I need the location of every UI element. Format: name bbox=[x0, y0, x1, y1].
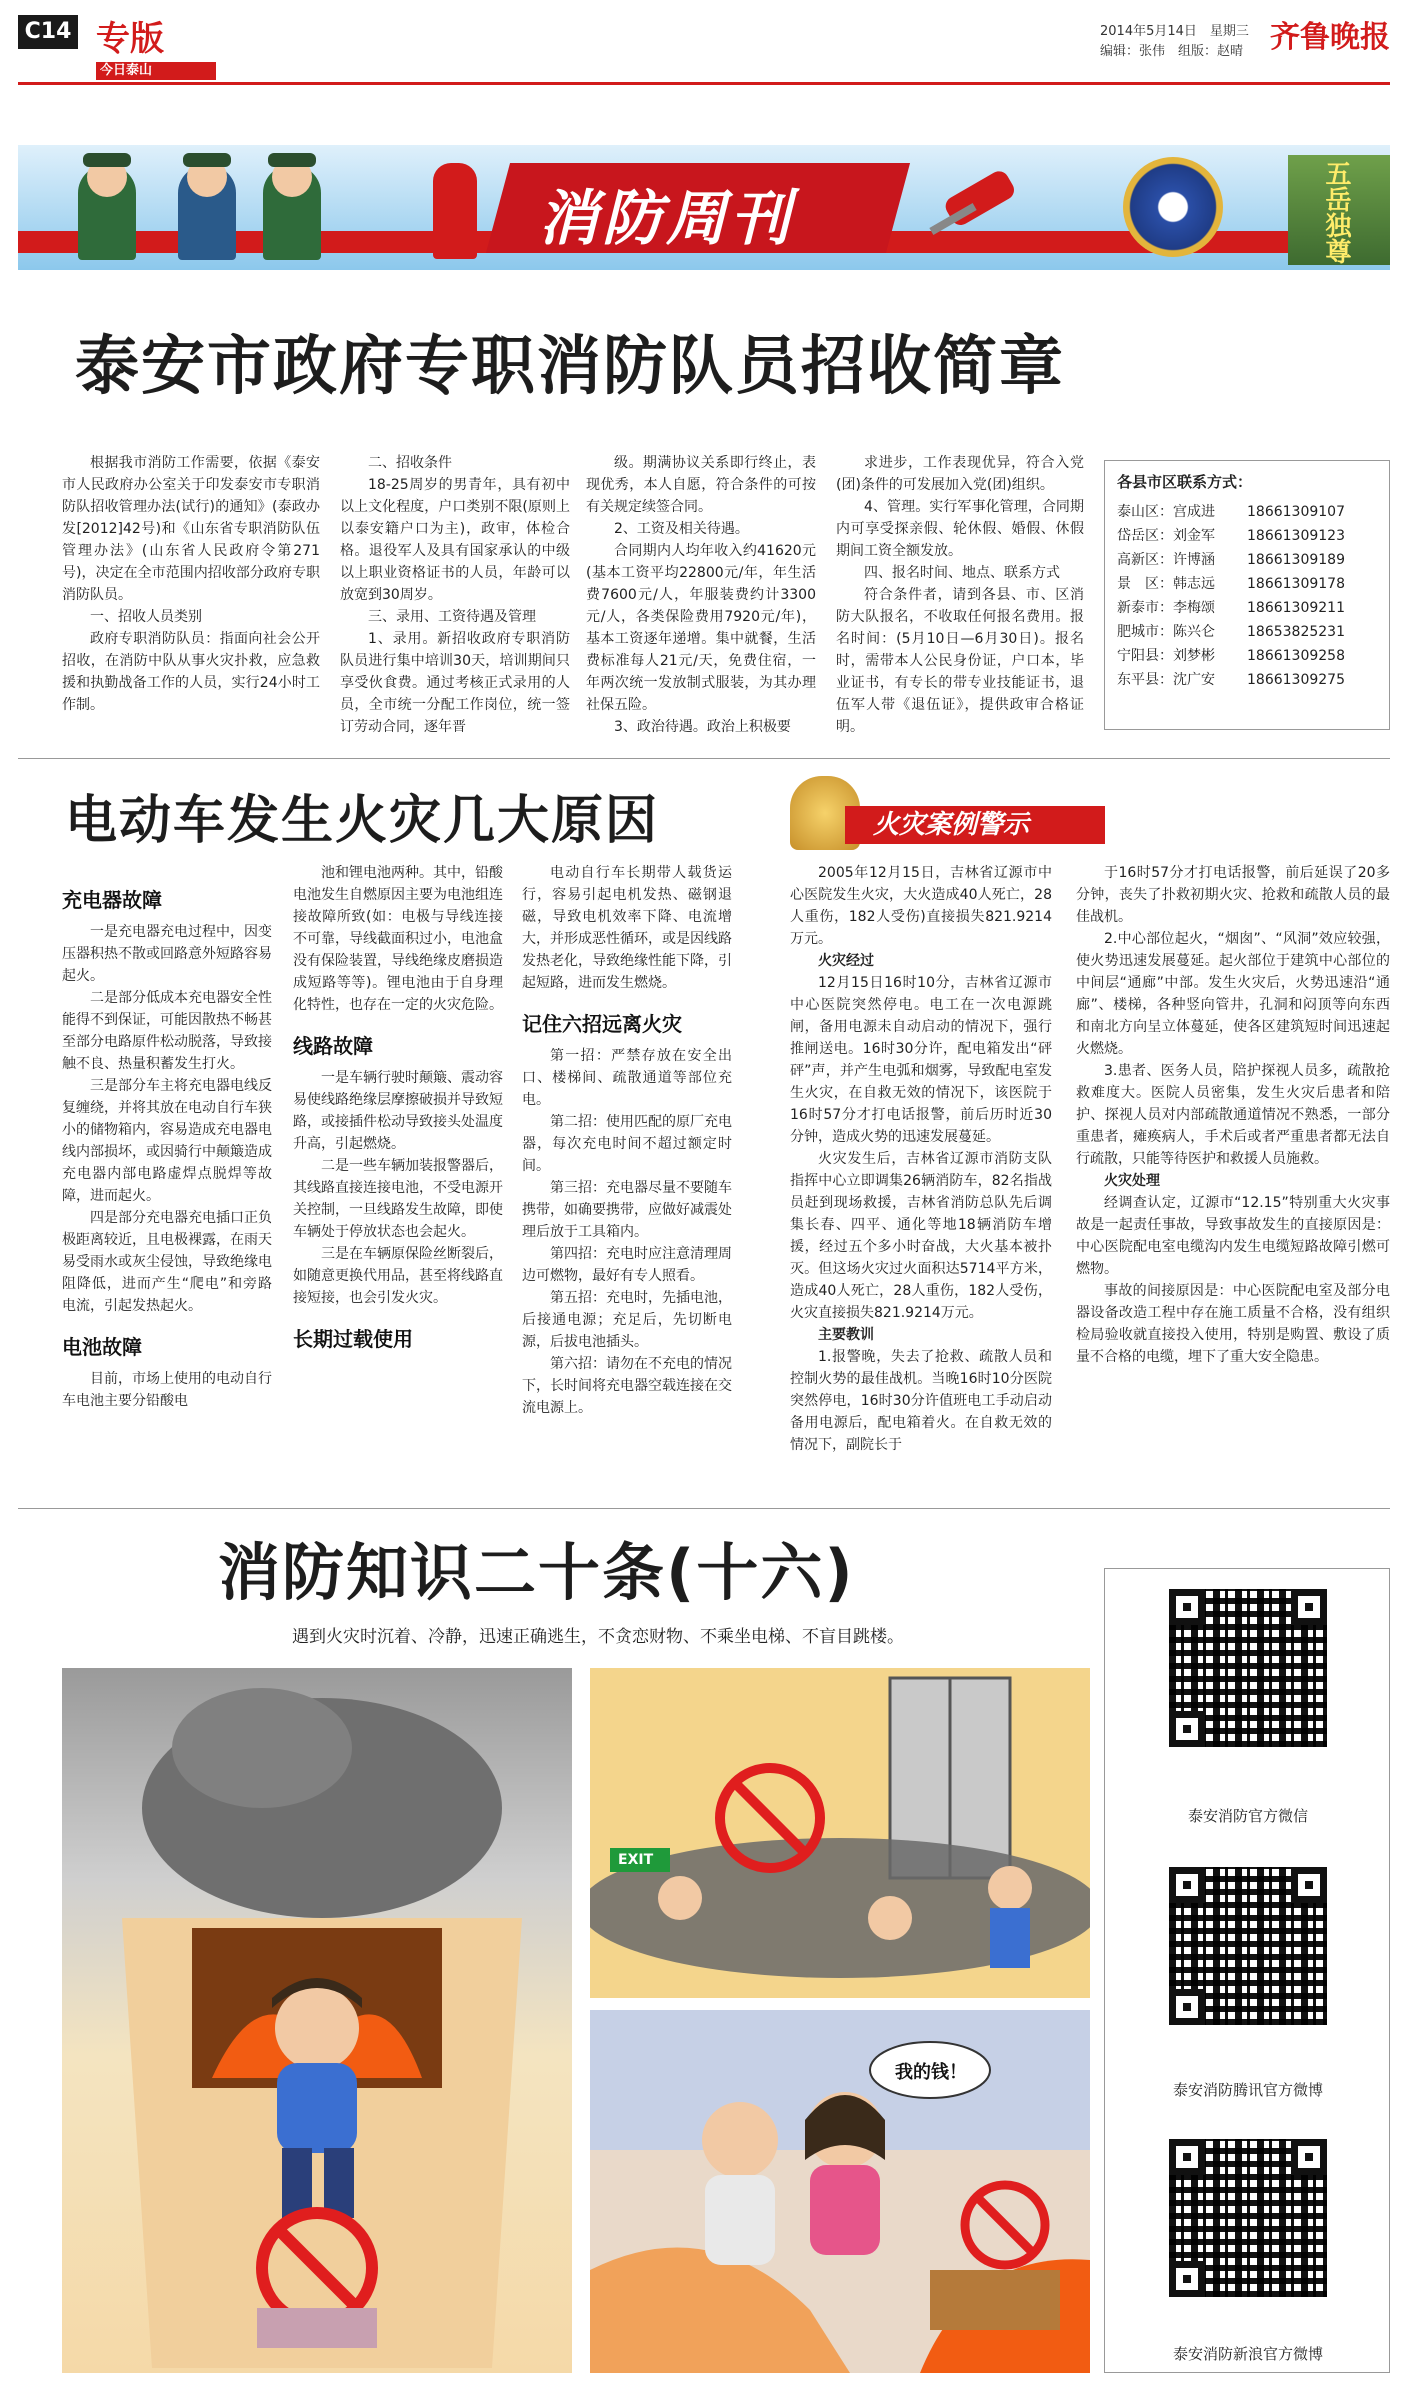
paragraph: 根据我市消防工作需要，依据《泰安市人民政府办公室关于印发泰安市专职消防队招收管理办法(试行)的通知》(泰政办发[2012]42号)和《山东省专职消防队伍管理办法》(山东省人民政府令第271号)，决定在全市范围内招收部分政府专职消防队员。 bbox=[62, 455, 320, 603]
subsection-title: 今日泰山 bbox=[100, 63, 153, 78]
fire-weekly-banner bbox=[18, 145, 1390, 270]
sub-heading: 火灾经过 bbox=[818, 953, 874, 969]
paragraph: 事故的间接原因是：中心医院配电室及部分电器设备改造工程中存在施工质量不合格，没有组织检局验收就直接投入使用，特别是购置、敷设了质量不合格的电缆，埋下了重大安全隐患。 bbox=[1076, 1283, 1390, 1365]
paragraph: 第二招：使用匹配的原厂充电器，每次充电时间不超过额定时间。 bbox=[522, 1114, 732, 1174]
no-elevator-scene-icon bbox=[590, 1668, 1090, 1998]
contact-area: 岱岳区：刘金军 bbox=[1117, 528, 1215, 544]
paragraph: 一是车辆行驶时颠簸、震动容易使线路绝缘层摩擦破损并导致短路，或接插件松动导致接头处温度升高，引起燃烧。 bbox=[293, 1070, 503, 1152]
contact-phone: 18661309107 bbox=[1247, 504, 1345, 520]
paragraph: 三、录用、工资待遇及管理 bbox=[368, 609, 536, 625]
section-divider bbox=[18, 758, 1390, 759]
sub-heading: 线路故障 bbox=[293, 1034, 373, 1058]
paragraph: 四是部分充电器充电插口正负极距离较近，且电极裸露，在雨天易受雨水或灰尘侵蚀，导致绝缘电阻降低，进而产生“爬电”和旁路电流，引起发热起火。 bbox=[62, 1210, 272, 1314]
speech-bubble-text: 我的钱！ bbox=[895, 2062, 967, 2083]
recruitment-column-3 bbox=[586, 452, 816, 738]
contact-row bbox=[1117, 500, 1377, 524]
paragraph: 4、管理。实行军事化管理，合同期内可享受探亲假、轮休假、婚假、休假期间工资全额发放。 bbox=[836, 499, 1084, 559]
contact-row bbox=[1117, 596, 1377, 620]
paragraph: 池和锂电池两种。其中，铅酸电池发生自燃原因主要为电池组连接故障所致(如：电极与导线连接不可靠，导线截面积过小，电池盒没有保险装置，导线绝缘皮磨损造成短路等等)。锂电池由于自身理化特性，也存在一定的火灾危险。 bbox=[293, 865, 503, 1013]
contact-area: 高新区：许博涵 bbox=[1117, 552, 1215, 568]
contact-row bbox=[1117, 548, 1377, 572]
paragraph: 二、招收条件 bbox=[368, 455, 452, 471]
qr-label-wechat: 泰安消防官方微信 bbox=[1187, 1807, 1308, 1825]
paragraph: 合同期内人均年收入约41620元(基本工资平均22800元/年，年生活费7600元/人，年服装费约计3300元/人，各类保险费用7920元/年)，基本工资逐年递增。集中就餐，生活费标准每人21元/天，免费住宿，一年两次统一发放制式服装，为其办理社保五险。 bbox=[586, 543, 816, 713]
paragraph: 一是充电器充电过程中，因变压器积热不散或回路意外短路容易起火。 bbox=[62, 924, 272, 984]
qr-code-panel bbox=[1104, 1568, 1390, 2373]
contact-box bbox=[1104, 460, 1390, 730]
editor-credits: 编辑：张伟 组版：赵晴 bbox=[1100, 44, 1244, 59]
contact-phone: 18653825231 bbox=[1247, 624, 1345, 640]
paragraph: 火灾发生后，吉林省辽源市消防支队指挥中心立即调集26辆消防车，82名指战员赶到现场救援，吉林省消防总队先后调集长春、四平、通化等地18辆消防车增援，经过五个多小时奋战，大火基本被扑灭。但这场火灾过火面积达5714平方米，造成40人死亡，28人重伤，182人受伤，火灾直接损失821.9214万元。 bbox=[790, 1151, 1052, 1321]
paragraph: 二是部分低成本充电器安全性能得不到保证，可能因散热不畅甚至部分电路原件松动脱落，导致接触不良、热量积蓄发生打火。 bbox=[62, 990, 272, 1072]
no-elevator-illustration bbox=[590, 1668, 1090, 1998]
ebike-fire-headline: 电动车发生火灾几大原因 bbox=[65, 791, 660, 851]
contact-row bbox=[1117, 668, 1377, 692]
contact-area: 景 区：韩志远 bbox=[1117, 576, 1215, 592]
ebike-column-1 bbox=[62, 870, 272, 1412]
tencent-weibo-qr-code-icon bbox=[1169, 1867, 1327, 2025]
recruitment-column-2 bbox=[340, 452, 570, 738]
paragraph: 2005年12月15日，吉林省辽源市中心医院发生火灾，大火造成40人死亡，28人重伤，182人受伤)直接损失821.9214万元。 bbox=[790, 865, 1052, 947]
paragraph: 于16时57分才打电话报警，前后延误了20多分钟，丧失了扑救初期火灾、抢救和疏散人员的最佳战机。 bbox=[1076, 865, 1390, 925]
recruitment-headline: 泰安市政府专职消防队员招收简章 bbox=[75, 330, 1065, 404]
sub-heading: 火灾处理 bbox=[1104, 1173, 1160, 1189]
paragraph: 级。期满协议关系即行终止，表现优秀，本人自愿，符合条件的可按有关规定续签合同。 bbox=[586, 455, 816, 515]
paragraph: 二是一些车辆加装报警器后，其线路直接连接电池，不受电源开关控制，一旦线路发生故障，即使车辆处于停放状态也会起火。 bbox=[293, 1158, 503, 1240]
soldier-cap-icon bbox=[183, 153, 231, 167]
paragraph: 第五招：充电时，先插电池，后接通电源；充足后，先切断电源，后拔电池插头。 bbox=[522, 1290, 732, 1350]
paragraph: 2.中心部位起火，“烟囱”、“风洞”效应较强，使火势迅速发展蔓延。起火部位于建筑中心部位的中间层“通廊”中部。发生火灾后，火势迅速沿“通廊”、楼梯，各种竖向管井，孔洞和闷顶等向东西和南北方向呈立体蔓延，使各区建筑短时间迅速起火燃烧。 bbox=[1076, 931, 1390, 1057]
ebike-column-2 bbox=[293, 862, 503, 1360]
soldier-cap-icon bbox=[268, 153, 316, 167]
fire-case-badge: 火灾案例警示 bbox=[845, 806, 1105, 844]
no-jumping-scene-icon bbox=[62, 1668, 572, 2373]
paragraph: 18-25周岁的男青年，具有初中以上文化程度，户口类别不限(原则上以泰安籍户口为主)，政审，体检合格。退役军人及具有国家承认的中级以上职业资格证书的人员，年龄可以放宽到30周岁。 bbox=[340, 477, 570, 603]
sub-heading: 记住六招远离火灾 bbox=[522, 1012, 682, 1036]
wechat-qr-code-icon bbox=[1169, 1589, 1327, 1747]
page-code-badge: C14 bbox=[18, 15, 78, 49]
contact-list bbox=[1117, 500, 1377, 692]
newspaper-logo: 齐鲁晚报 bbox=[1270, 20, 1390, 55]
fire-case-column-1 bbox=[790, 862, 1052, 1456]
recruitment-column-1 bbox=[62, 452, 320, 716]
paragraph: 三是部分车主将充电器电线反复缠绕，并将其放在电动自行车狭小的储物箱内，容易造成充电器电线内部损坏，或因骑行中颠簸造成充电器内部电路虚焊点脱焊等故障，进而起火。 bbox=[62, 1078, 272, 1204]
contact-phone: 18661309211 bbox=[1247, 600, 1345, 616]
soldier-cap-icon bbox=[83, 153, 131, 167]
contact-title: 各县市区联系方式： bbox=[1117, 473, 1253, 491]
sub-heading: 电池故障 bbox=[62, 1335, 142, 1359]
paragraph: 3.患者、医务人员，陪护探视人员多，疏散抢救难度大。医院人员密集，发生火灾后患者和陪护、探视人员对内部疏散通道情况不熟悉，一部分重患者，瘫痪病人，手术后或者严重患者都无法自行疏散，只能等待医护和救援人员施救。 bbox=[1076, 1063, 1390, 1167]
paragraph: 经调查认定，辽源市“12.15”特别重大火灾事故是一起责任事故，导致事故发生的直接原因是：中心医院配电室电缆沟内发生电缆短路故障引燃可燃物。 bbox=[1076, 1195, 1390, 1277]
section-divider bbox=[18, 1508, 1390, 1509]
contact-phone: 18661309275 bbox=[1247, 672, 1345, 688]
paragraph: 第三招：充电器尽量不要随车携带，如确要携带，应做好减震处理后放于工具箱内。 bbox=[522, 1180, 732, 1240]
fire-department-emblem-icon bbox=[1123, 157, 1223, 257]
paragraph: 第四招：充电时应注意清理周边可燃物，最好有专人照看。 bbox=[522, 1246, 732, 1284]
sub-heading: 长期过载使用 bbox=[293, 1327, 413, 1351]
paragraph: 求进步，工作表现优异，符合入党(团)条件的可发展加入党(团)组织。 bbox=[836, 455, 1084, 493]
paragraph: 三是在车辆原保险丝断裂后，如随意更换代用品，甚至将线路直接短接，也会引发火灾。 bbox=[293, 1246, 503, 1306]
paragraph: 符合条件者，请到各县、市、区消防大队报名，不收取任何报名费用。报名时间：(5月10日—6月30日)。报名时，需带本人公民身份证，户口本，毕业证书，有专长的带专业技能证书，退伍军人带《退伍证》，提供政审合格证明。 bbox=[836, 587, 1084, 735]
contact-area: 肥城市：陈兴仑 bbox=[1117, 624, 1215, 640]
contact-phone: 18661309258 bbox=[1247, 648, 1345, 664]
header-divider bbox=[18, 82, 1390, 85]
contact-phone: 18661309189 bbox=[1247, 552, 1345, 568]
contact-phone: 18661309123 bbox=[1247, 528, 1345, 544]
no-greed-scene-icon bbox=[590, 2010, 1090, 2373]
paragraph: 政府专职消防队员：指面向社会公开招收，在消防中队从事火灾扑救，应急救援和执勤战备工作的人员，实行24小时工作制。 bbox=[62, 631, 320, 713]
fire-knowledge-headline: 消防知识二十条(十六) bbox=[218, 1536, 855, 1609]
no-greed-illustration bbox=[590, 2010, 1090, 2373]
paragraph: 电动自行车长期带人载货运行，容易引起电机发热、磁钢退磁，导致电机效率下降、电流增大，并形成恶性循环，或是因线路发热老化，导致绝缘性能下降，引起短路，进而发生燃烧。 bbox=[522, 865, 732, 991]
ebike-column-3 bbox=[522, 862, 732, 1419]
fire-hydrant-icon bbox=[433, 163, 477, 259]
contact-phone: 18661309178 bbox=[1247, 576, 1345, 592]
contact-row bbox=[1117, 620, 1377, 644]
paragraph: 2、工资及相关待遇。 bbox=[614, 521, 749, 537]
sina-weibo-qr-code-icon bbox=[1169, 2139, 1327, 2297]
paragraph: 1、录用。新招收政府专职消防队员进行集中培训30天，培训期间只享受伙食费。通过考核正式录用的人员，全市统一分配工作岗位，统一签订劳动合同，逐年晋 bbox=[340, 631, 570, 735]
banner-title: 消防周刊 bbox=[538, 184, 794, 254]
contact-row bbox=[1117, 524, 1377, 548]
exit-sign: EXIT bbox=[618, 1852, 654, 1868]
sub-heading: 充电器故障 bbox=[62, 888, 162, 912]
no-jumping-illustration bbox=[62, 1668, 572, 2373]
recruitment-column-4 bbox=[836, 452, 1084, 738]
paragraph: 四、报名时间、地点、联系方式 bbox=[864, 565, 1060, 581]
sub-heading: 主要教训 bbox=[818, 1327, 874, 1343]
paragraph: 第一招：严禁存放在安全出口、楼梯间、疏散通道等部位充电。 bbox=[522, 1048, 732, 1108]
contact-area: 宁阳县：刘梦彬 bbox=[1117, 648, 1215, 664]
section-title: 专版 bbox=[96, 19, 164, 59]
qr-label-sina-weibo: 泰安消防新浪官方微博 bbox=[1172, 2345, 1323, 2363]
contact-row bbox=[1117, 644, 1377, 668]
contact-area: 新泰市：李梅颂 bbox=[1117, 600, 1215, 616]
paragraph: 3、政治待遇。政治上积极要 bbox=[614, 719, 791, 735]
mount-tai-slogan: 五岳独尊 bbox=[1321, 160, 1351, 264]
contact-area: 泰山区：宫成进 bbox=[1117, 504, 1215, 520]
fire-extinguisher-icon bbox=[918, 155, 1038, 265]
contact-area: 东平县：沈广安 bbox=[1117, 672, 1215, 688]
paragraph: 12月15日16时10分，吉林省辽源市中心医院突然停电。电工在一次电源跳闸，备用电源未自动启动的情况下，强行推闸送电。16时30分许，配电箱发出“砰砰”声，并产生电弧和烟雾，导致配电室发生火灾，在自救无效的情况下，该医院于16时57分才打电话报警，前后历时近30分钟，造成火势的迅速发展蔓延。 bbox=[790, 975, 1052, 1145]
qr-label-tencent-weibo: 泰安消防腾讯官方微博 bbox=[1172, 2081, 1323, 2099]
contact-row bbox=[1117, 572, 1377, 596]
paragraph: 第六招：请勿在不充电的情况下，长时间将充电器空载连接在交流电源上。 bbox=[522, 1356, 732, 1416]
paragraph: 目前，市场上使用的电动自行车电池主要分铅酸电 bbox=[62, 1371, 272, 1409]
paragraph: 一、招收人员类别 bbox=[90, 609, 202, 625]
fire-case-column-2 bbox=[1076, 862, 1390, 1368]
paragraph: 1.报警晚，失去了抢救、疏散人员和控制火势的最佳战机。当晚16时10分医院突然停电，16时30分许值班电工手动启动备用电源后，配电箱着火。在自救无效的情况下，副院长于 bbox=[790, 1349, 1052, 1453]
fire-escape-slogan: 遇到火灾时沉着、冷静，迅速正确逃生，不贪恋财物、不乘坐电梯、不盲目跳楼。 bbox=[292, 1627, 904, 1647]
issue-date: 2014年5月14日 星期三 bbox=[1100, 24, 1249, 39]
